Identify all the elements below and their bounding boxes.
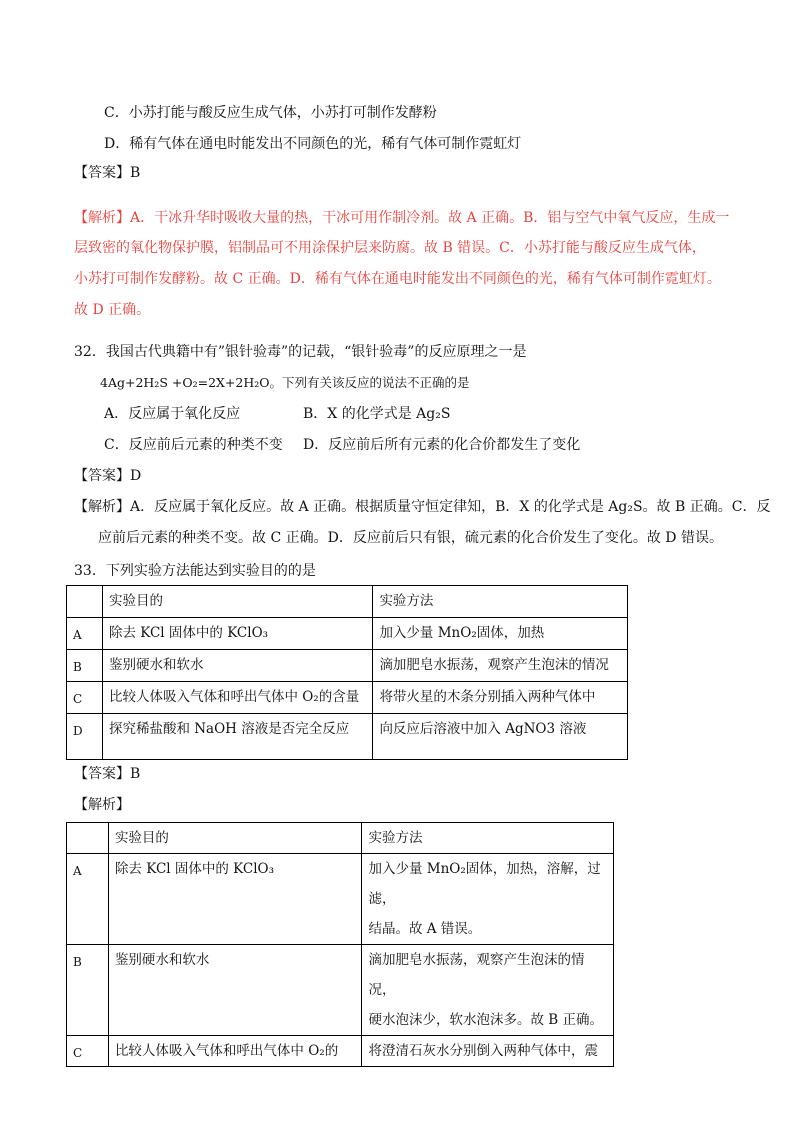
table-cell: 比较人体吸入气体和呼出气体中 O₂的 [108,1036,362,1067]
table-cell: 除去 KCl 固体中的 KClO₃ [108,854,362,945]
q32-analysis-line-1: 【解析】A．反应属于氧化反应。故 A 正确。根据质量守恒定律知，B．X 的化学式是 Ag₂S。故 B 正确。C．反 [74,499,771,515]
table-cell: 向反应后溶液中加入 AgNO3 溶液 [373,714,628,760]
q31-option-d: D．稀有气体在通电时能发出不同颜色的光，稀有气体可制作霓虹灯 [104,136,522,152]
row-label: C [67,1036,109,1067]
table-cell: 探究稀盐酸和 NaOH 溶液是否完全反应 [102,714,372,760]
q32-option-a: A．反应属于氧化反应 [104,406,241,422]
cell-line: 滴加肥皂水振荡，观察产生泡沫的情况， [368,952,585,998]
table-row [67,714,628,760]
q32-option-c: C．反应前后元素的种类不变 [104,437,283,453]
row-label: A [67,618,103,650]
table-row [67,682,628,714]
q31-analysis-line-2: 层致密的氧化物保护膜，铝制品可不用涂保护层来防腐。故 B 错误。C．小苏打能与酸反应生成气体， [74,240,706,256]
q32-equation: 4Ag+2H₂S +O₂=2X+2H₂O。下列有关该反应的说法不正确的是 [100,375,470,390]
table-cell: 将澄清石灰水分别倒入两种气体中，震 [362,1036,614,1067]
q32-option-d: D．反应前后所有元素的化合价都发生了变化 [303,437,581,453]
q32-answer: 【答案】D [74,468,142,484]
table-cell: 加入少量 MnO₂固体，加热 [373,618,628,650]
q32-option-b: B．X 的化学式是 Ag₂S [303,406,451,422]
q33-analysis-table [66,822,614,1067]
table-cell: 将带火星的木条分别插入两种气体中 [373,682,628,714]
table-header-cell: 实验目的 [108,823,362,854]
q31-answer: 【答案】B [74,165,141,181]
row-label: B [67,945,109,1036]
q33-analysis-label: 【解析】 [74,797,130,813]
q33-stem: 33．下列实验方法能达到实验目的的是 [74,563,316,579]
table-cell: 鉴别硬水和软水 [108,945,362,1036]
table-row [67,650,628,682]
table-row [67,854,614,945]
q31-analysis-line-4: 故 D 正确。 [74,302,151,318]
table-header-cell: 实验方法 [373,586,628,618]
table-header-cell: 实验方法 [362,823,614,854]
table-row [67,618,628,650]
table-header-row [67,823,614,854]
table-cell: 鉴别硬水和软水 [102,650,372,682]
table-cell: 比较人体吸入气体和呼出气体中 O₂的含量 [102,682,372,714]
cell-line: 结晶。故 A 错误。 [368,921,482,937]
table-cell: 滴加肥皂水振荡，观察产生泡沫的情况 [373,650,628,682]
table-cell: 除去 KCl 固体中的 KClO₃ [102,618,372,650]
q31-analysis-line-3: 小苏打可制作发酵粉。故 C 正确。D．稀有气体在通电时能发出不同颜色的光，稀有气体可制作霓虹灯。 [74,271,721,287]
table-cell [362,945,614,1036]
table-cell [362,854,614,945]
table-row [67,1036,614,1067]
row-label: A [67,854,109,945]
table-header-cell [67,586,103,618]
cell-line: 加入少量 MnO₂固体，加热，溶解，过滤， [368,861,601,907]
row-label: D [67,714,103,760]
table-header-cell: 实验目的 [102,586,372,618]
q31-analysis-line-1: 【解析】A．干冰升华时吸收大量的热，干冰可用作制冷剂。故 A 正确。B．铝与空气中氧气反应，生成一 [74,210,730,226]
row-label: B [67,650,103,682]
q31-option-c: C．小苏打能与酸反应生成气体，小苏打可制作发酵粉 [104,105,437,121]
q33-answer: 【答案】B [74,766,141,782]
table-row [67,945,614,1036]
q33-options-table [66,585,628,760]
table-header-cell [67,823,109,854]
cell-line: 硬水泡沫少，软水泡沫多。故 B 正确。 [368,1012,603,1028]
q32-analysis-line-2: 应前后元素的种类不变。故 C 正确。D．反应前后只有银，硫元素的化合价发生了变化。故 D 错误。 [98,530,723,546]
row-label: C [67,682,103,714]
table-header-row [67,586,628,618]
q32-stem: 32．我国古代典籍中有”银针验毒”的记载，“银针验毒”的反应原理之一是 [74,344,527,360]
